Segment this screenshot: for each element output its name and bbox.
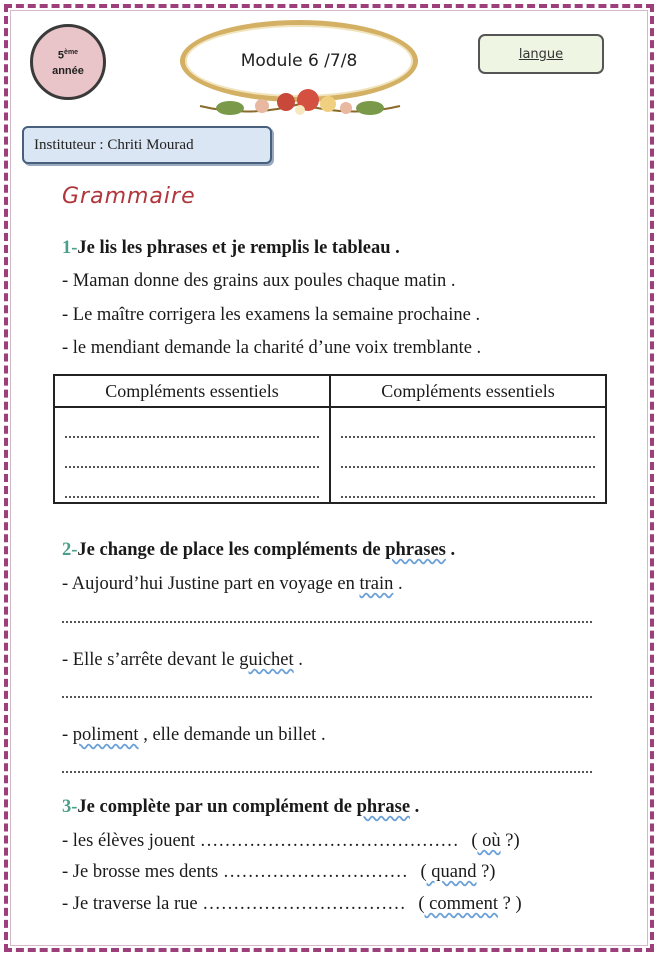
answer-blank[interactable]: ………………………… bbox=[222, 862, 408, 882]
exercise1-sentence: - Maman donne des grains aux poules chaque matin . bbox=[62, 271, 456, 291]
exercise3-instruction: 3-Je complète par un complément de phrase . bbox=[62, 797, 420, 817]
exercise2-instruction: 2-Je change de place les compléments de phrases . bbox=[62, 540, 456, 560]
exercise3-item: - Je brosse mes dents ………………………… ( quand ?) bbox=[62, 862, 496, 882]
answer-blank[interactable]: …………………………… bbox=[202, 894, 406, 914]
answer-cell[interactable] bbox=[54, 407, 330, 503]
exercise3-item: - les élèves jouent …………………………………… ( où ?) bbox=[62, 831, 520, 851]
grade-badge bbox=[30, 24, 106, 100]
exercise1-sentence: - Le maître corrigera les examens la semaine prochaine . bbox=[62, 305, 481, 325]
answer-cell[interactable] bbox=[330, 407, 606, 503]
exercise2-sentence: - Aujourd’hui Justine part en voyage en train . bbox=[62, 574, 403, 594]
answer-table bbox=[53, 374, 607, 504]
table-header: Compléments essentiels bbox=[54, 375, 330, 407]
grade-number: 5ème bbox=[57, 49, 79, 62]
exercise2-sentence: - Elle s’arrête devant le guichet . bbox=[62, 650, 303, 670]
table-header: Compléments essentiels bbox=[330, 375, 606, 407]
module-title: Module 6 /7/8 bbox=[240, 51, 358, 71]
exercise3-item: - Je traverse la rue …………………………… ( comment ? ) bbox=[62, 894, 522, 914]
exercise1-sentence: - le mendiant demande la charité d’une voix tremblante . bbox=[62, 338, 482, 358]
answer-line[interactable] bbox=[62, 621, 592, 623]
answer-line[interactable] bbox=[62, 696, 592, 698]
teacher-label: Instituteur : Chriti Mourad bbox=[22, 126, 272, 164]
grade-word: année bbox=[52, 64, 84, 77]
exercise2-sentence: - poliment , elle demande un billet . bbox=[62, 725, 326, 745]
exercise1-instruction: 1-Je lis les phrases et je remplis le tableau . bbox=[62, 238, 400, 258]
section-title: Grammaire bbox=[62, 184, 196, 209]
answer-line[interactable] bbox=[62, 771, 592, 773]
flower-ornament-icon bbox=[190, 84, 410, 120]
answer-blank[interactable]: …………………………………… bbox=[199, 831, 459, 851]
subject-label: langue bbox=[478, 34, 604, 74]
